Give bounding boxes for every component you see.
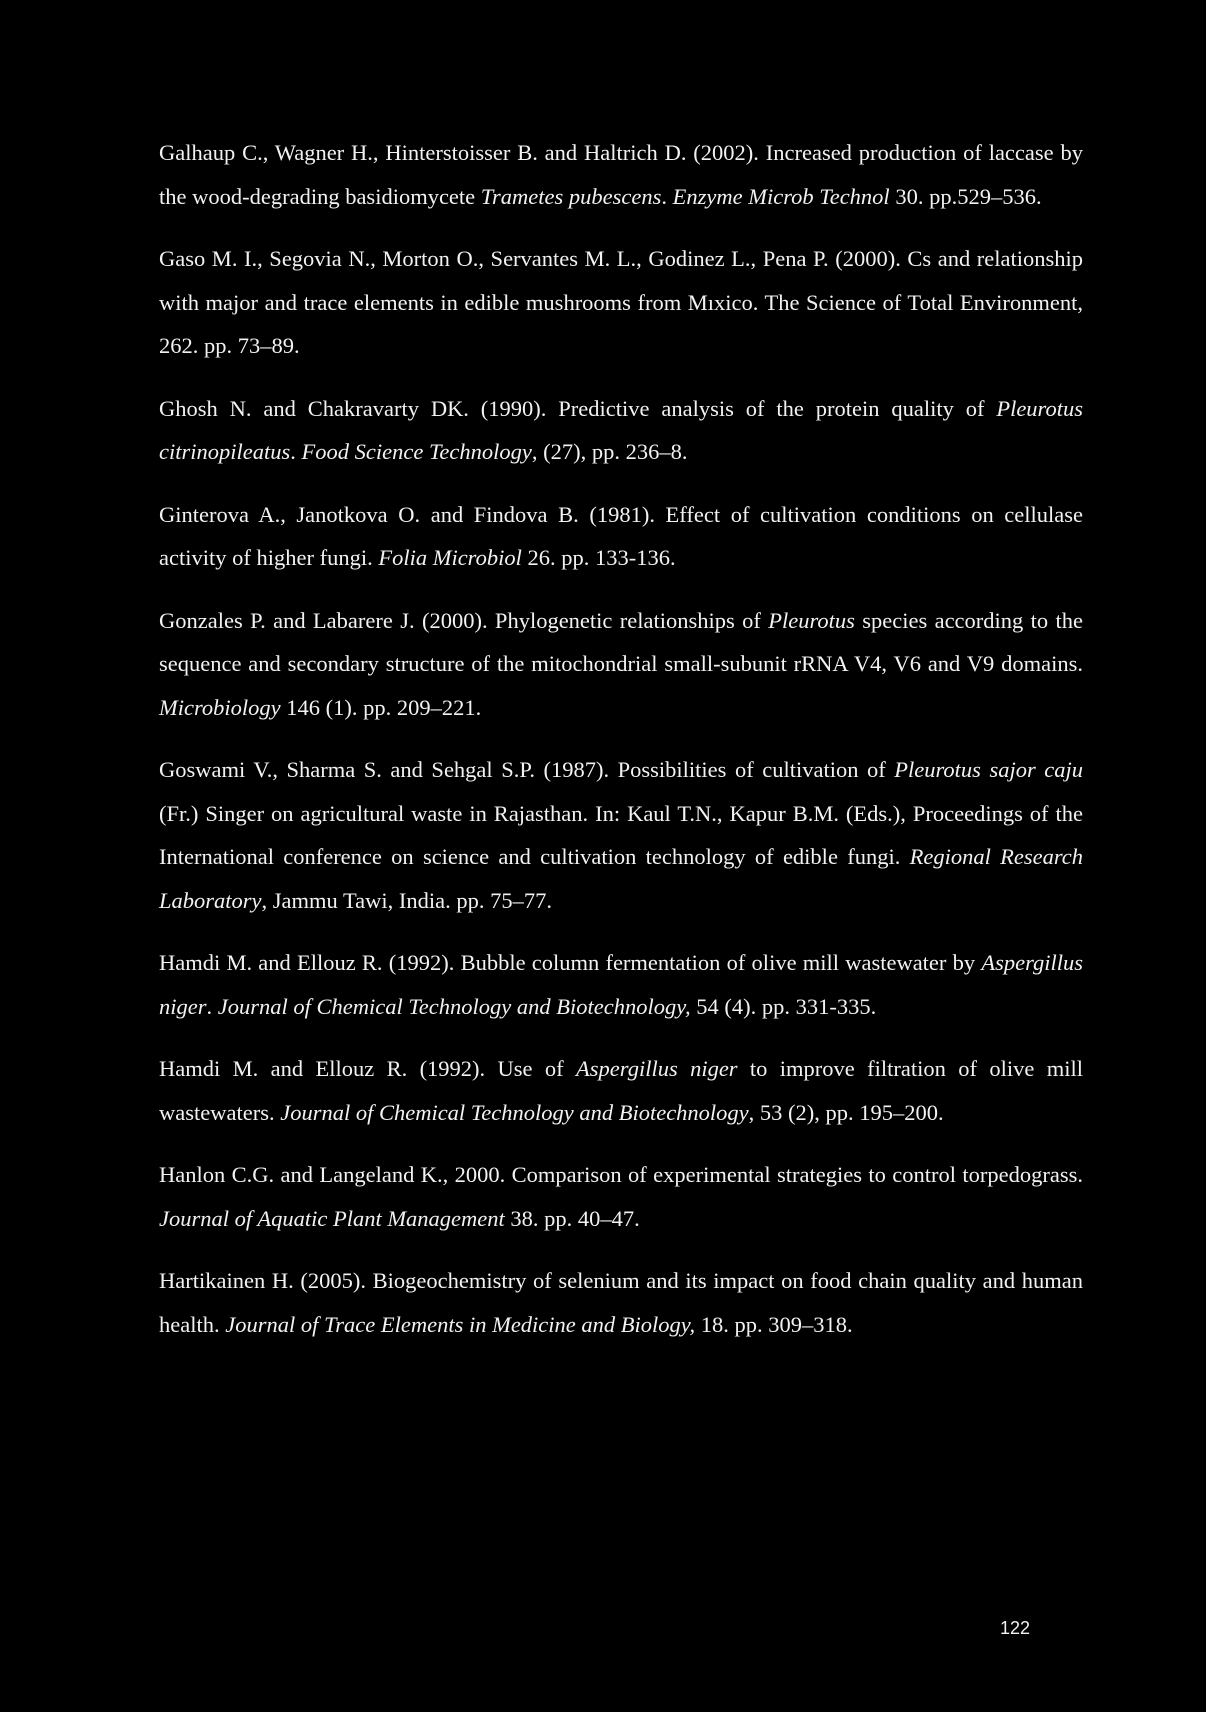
reference-text: to improve filtration of olive mill wastewaters. — [159, 1056, 1083, 1125]
reference-text: Gonzales P. and Labarere J. (2000). Phylogenetic relationships of — [159, 607, 769, 633]
reference-text: Goswami V., Sharma S. and Sehgal S.P. (1987). Possibilities of cultivation of — [159, 757, 895, 782]
reference-entry — [159, 493, 1083, 580]
reference-list — [159, 131, 1083, 1365]
reference-text: . — [661, 183, 673, 209]
reference-italic-text: Regional Research Laboratory — [159, 844, 1083, 913]
reference-text: 18. pp. 309–318. — [695, 1311, 853, 1337]
reference-text: species according to the sequence and secondary structure of the mitochondrial small-subunit rRNA V4, V6 and V9 domains. — [159, 607, 1083, 676]
reference-italic-text: Enzyme Microb Technol — [672, 183, 890, 209]
reference-entry — [159, 1153, 1083, 1240]
reference-italic-text: Journal of Trace Elements in Medicine and Biology, — [225, 1311, 696, 1337]
reference-text: 38. pp. 40–47. — [504, 1205, 640, 1231]
reference-italic-text: Microbiology — [159, 694, 281, 720]
reference-italic-text: Aspergillus niger — [159, 950, 1083, 1019]
reference-entry — [159, 941, 1083, 1028]
reference-italic-text: Pleurotus citrinopileatus — [159, 395, 1083, 464]
reference-italic-text: Aspergillus niger — [576, 1056, 738, 1081]
reference-text: 26. pp. 133-136. — [521, 545, 676, 570]
reference-text: Ghosh N. and Chakravarty DK. (1990). Predictive analysis of the protein quality of — [159, 395, 997, 421]
reference-entry — [159, 1259, 1083, 1346]
reference-italic-text: Pleurotus sajor caju — [894, 757, 1083, 782]
reference-text: 54 (4). pp. 331-335. — [690, 993, 877, 1019]
reference-text: Hanlon C.G. and Langeland K., 2000. Comparison of experimental strategies to control torpedograss. — [159, 1162, 1083, 1187]
reference-text: . — [290, 439, 302, 464]
reference-text: . — [206, 993, 218, 1019]
reference-entry — [159, 748, 1083, 922]
reference-italic-text: Food Science Technology — [301, 439, 532, 464]
reference-text: 146 (1). pp. 209–221. — [280, 694, 482, 720]
reference-text: Gaso M. I., Segovia N., Morton O., Servantes M. L., Godinez L., Pena P. (2000). Cs and relationship with major and trace elements in edible mushrooms from Mıxico. The Science of Total Environment, 262. pp. 73–89. — [159, 246, 1083, 358]
reference-text: 30. pp.529–536. — [889, 183, 1042, 209]
reference-text: , (27), pp. 236–8. — [531, 439, 688, 464]
reference-text: Ginterova A., Janotkova O. and Findova B. (1981). Effect of cultivation conditions on cellulase activity of higher fungi. — [159, 501, 1083, 570]
reference-italic-text: Folia Microbiol — [378, 545, 522, 570]
reference-text: Hamdi M. and Ellouz R. (1992). Bubble column fermentation of olive mill wastewater by — [159, 950, 982, 975]
reference-text: (Fr.) Singer on agricultural waste in Rajasthan. In: Kaul T.N., Kapur B.M. (Eds.), Proceedings of the International conference on science and cultivation technology of edible fungi. — [159, 800, 1083, 869]
reference-entry — [159, 599, 1083, 730]
reference-text: , Jammu Tawi, India. pp. 75–77. — [261, 887, 552, 913]
reference-entry — [159, 237, 1083, 368]
page-number: 122 — [999, 1618, 1030, 1638]
reference-italic-text: Trametes pubescens — [480, 183, 662, 209]
reference-text: Hamdi M. and Ellouz R. (1992). Use of — [159, 1056, 577, 1081]
reference-italic-text: Journal of Aquatic Plant Management — [159, 1205, 505, 1231]
reference-italic-text: Journal of Chemical Technology and Biotechnology — [280, 1099, 749, 1125]
reference-text: Hartikainen H. (2005). Biogeochemistry of selenium and its impact on food chain quality and human health. — [159, 1268, 1083, 1337]
reference-entry — [159, 1047, 1083, 1134]
reference-entry — [159, 387, 1083, 474]
reference-italic-text: Journal of Chemical Technology and Biotechnology, — [217, 993, 691, 1019]
reference-italic-text: Pleurotus — [768, 607, 855, 633]
reference-entry — [159, 131, 1083, 218]
reference-text: Galhaup C., Wagner H., Hinterstoisser B. and Haltrich D. (2002). Increased production of laccase by the wood-degrading basidiomycete — [159, 140, 1083, 209]
reference-text: , 53 (2), pp. 195–200. — [748, 1099, 944, 1125]
